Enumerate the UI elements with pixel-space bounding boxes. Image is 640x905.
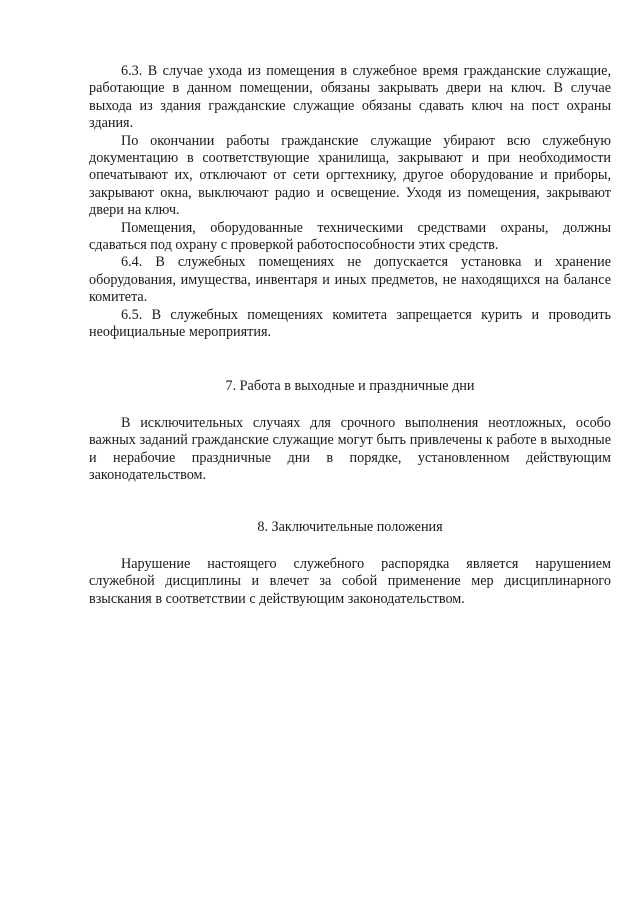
paragraph-6-5: 6.5. В служебных помещениях комитета запрещается курить и проводить неофициальные мероприятия. — [89, 306, 611, 341]
section-8-paragraph: Нарушение настоящего служебного распорядка является нарушением служебной дисциплины и влечет за собой применение мер дисциплинарного взыскания в соответствии с действующим законодательством. — [89, 555, 611, 607]
section-7-paragraph: В исключительных случаях для срочного выполнения неотложных, особо важных заданий гражданские служащие могут быть привлечены к работе в выходные и нерабочие праздничные дни в порядке, установленном действующим законодательством. — [89, 414, 611, 484]
section-7-heading: 7. Работа в выходные и праздничные дни — [225, 377, 475, 394]
section-8-heading: 8. Заключительные положения — [257, 518, 443, 535]
paragraph-end-of-work: По окончании работы гражданские служащие убирают всю служебную документацию в соответствующие хранилища, закрывают и при необходимости опечатывают их, отключают от сети оргтехнику, другое оборудование и приборы, закрывают окна, выключают радио и освещение. Уходя из помещения, закрывают двери на ключ. — [89, 132, 611, 219]
paragraph-6-4: 6.4. В служебных помещениях не допускается установка и хранение оборудования, имущества, инвентаря и иных предметов, не находящихся на балансе комитета. — [89, 254, 611, 306]
paragraph-6-3: 6.3. В случае ухода из помещения в служебное время гражданские служащие, работающие в данном помещении, обязаны закрывать двери на ключ. В случае выхода из здания гражданские служащие обязаны сдавать ключ на пост охраны здания. — [89, 63, 611, 132]
paragraph-security-premises: Помещения, оборудованные техническими средствами охраны, должны сдаваться под охрану с проверкой работоспособности этих средств. — [89, 219, 611, 254]
document-body — [89, 63, 611, 608]
